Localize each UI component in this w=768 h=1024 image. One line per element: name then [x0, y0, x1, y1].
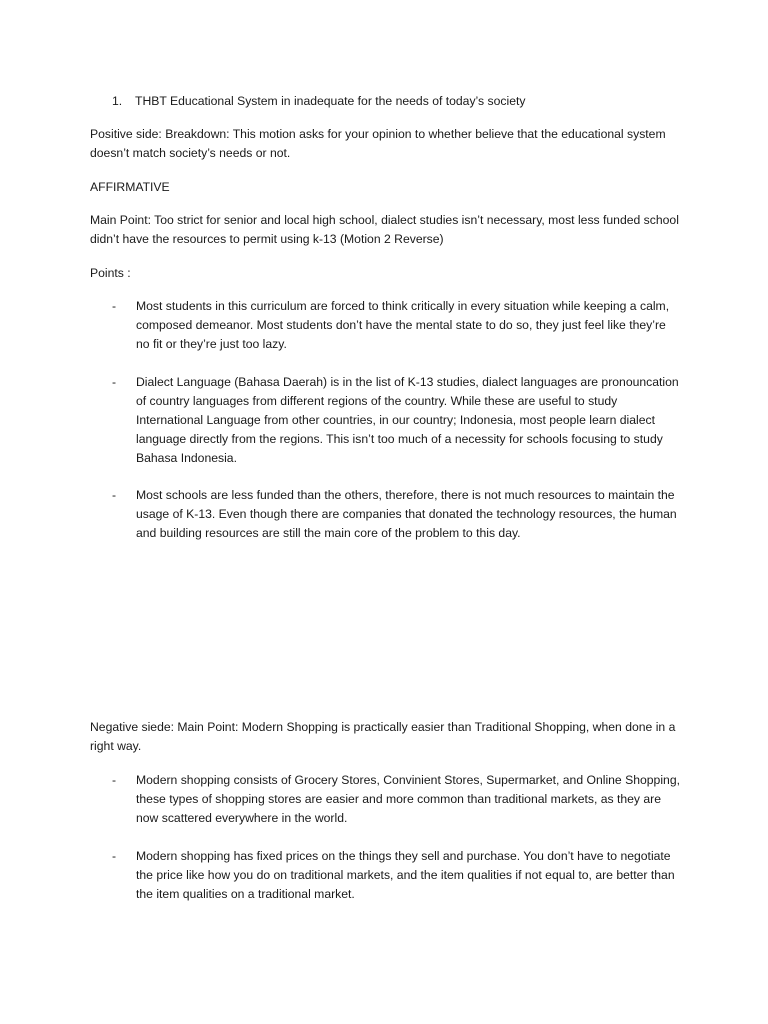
motion-title: THBT Educational System in inadequate for the needs of today’s society	[135, 94, 526, 108]
negative-side-paragraph: Negative siede: Main Point: Modern Shopping is practically easier than Traditional Shopping, when done in a right way.	[90, 720, 676, 753]
affirmative-heading: AFFIRMATIVE	[90, 180, 170, 194]
affirmative-point-text: Most schools are less funded than the others, therefore, there is not much resources to maintain the usage of K-13. Even though there are companies that donated the technology resources, the human and building resources are still the main core of the problem to this day.	[136, 488, 677, 540]
affirmative-point-text: Dialect Language (Bahasa Daerah) is in the list of K-13 studies, dialect languages are pronouncation of country languages from different regions of the country. While these are useful to study International Language from other countries, in our country; Indonesia, most people learn dialect language directly from the regions. This isn’t too much of a necessity for schools focusing to study Bahasa Indonesia.	[136, 375, 679, 465]
bullet-dash: -	[112, 488, 117, 502]
motion-number: 1.	[112, 94, 123, 108]
negative-point-text: Modern shopping consists of Grocery Stores, Convinient Stores, Supermarket, and Online Shopping, these types of shopping stores are easier and more common than traditional markets, as they are now scattered everywhere in the world.	[136, 773, 680, 825]
motion-heading	[112, 92, 672, 111]
bullet-dash: -	[112, 299, 117, 313]
affirmative-point-1	[112, 297, 682, 354]
negative-point-2	[112, 847, 682, 904]
bullet-dash: -	[112, 375, 117, 389]
negative-point-text: Modern shopping has fixed prices on the things they sell and purchase. You don’t have to negotiate the price like how you do on traditional markets, and the item qualities if not equal to, are better than the item qualities on a traditional market.	[136, 849, 675, 901]
positive-side-paragraph: Positive side: Breakdown: This motion asks for your opinion to whether believe that the educational system doesn’t match society’s needs or not.	[90, 127, 666, 160]
main-point-paragraph: Main Point: Too strict for senior and local high school, dialect studies isn’t necessary, most less funded school didn’t have the resources to permit using k-13 (Motion 2 Reverse)	[90, 213, 679, 246]
bullet-dash: -	[112, 773, 117, 787]
affirmative-point-2	[112, 373, 682, 468]
points-heading: Points :	[90, 266, 131, 280]
affirmative-point-3	[112, 486, 682, 543]
affirmative-point-text: Most students in this curriculum are forced to think critically in every situation while keeping a calm, composed demeanor. Most students don’t have the mental state to do so, they just feel like they’re no fit or they’re just too lazy.	[136, 299, 670, 351]
negative-point-1	[112, 771, 682, 828]
bullet-dash: -	[112, 849, 117, 863]
